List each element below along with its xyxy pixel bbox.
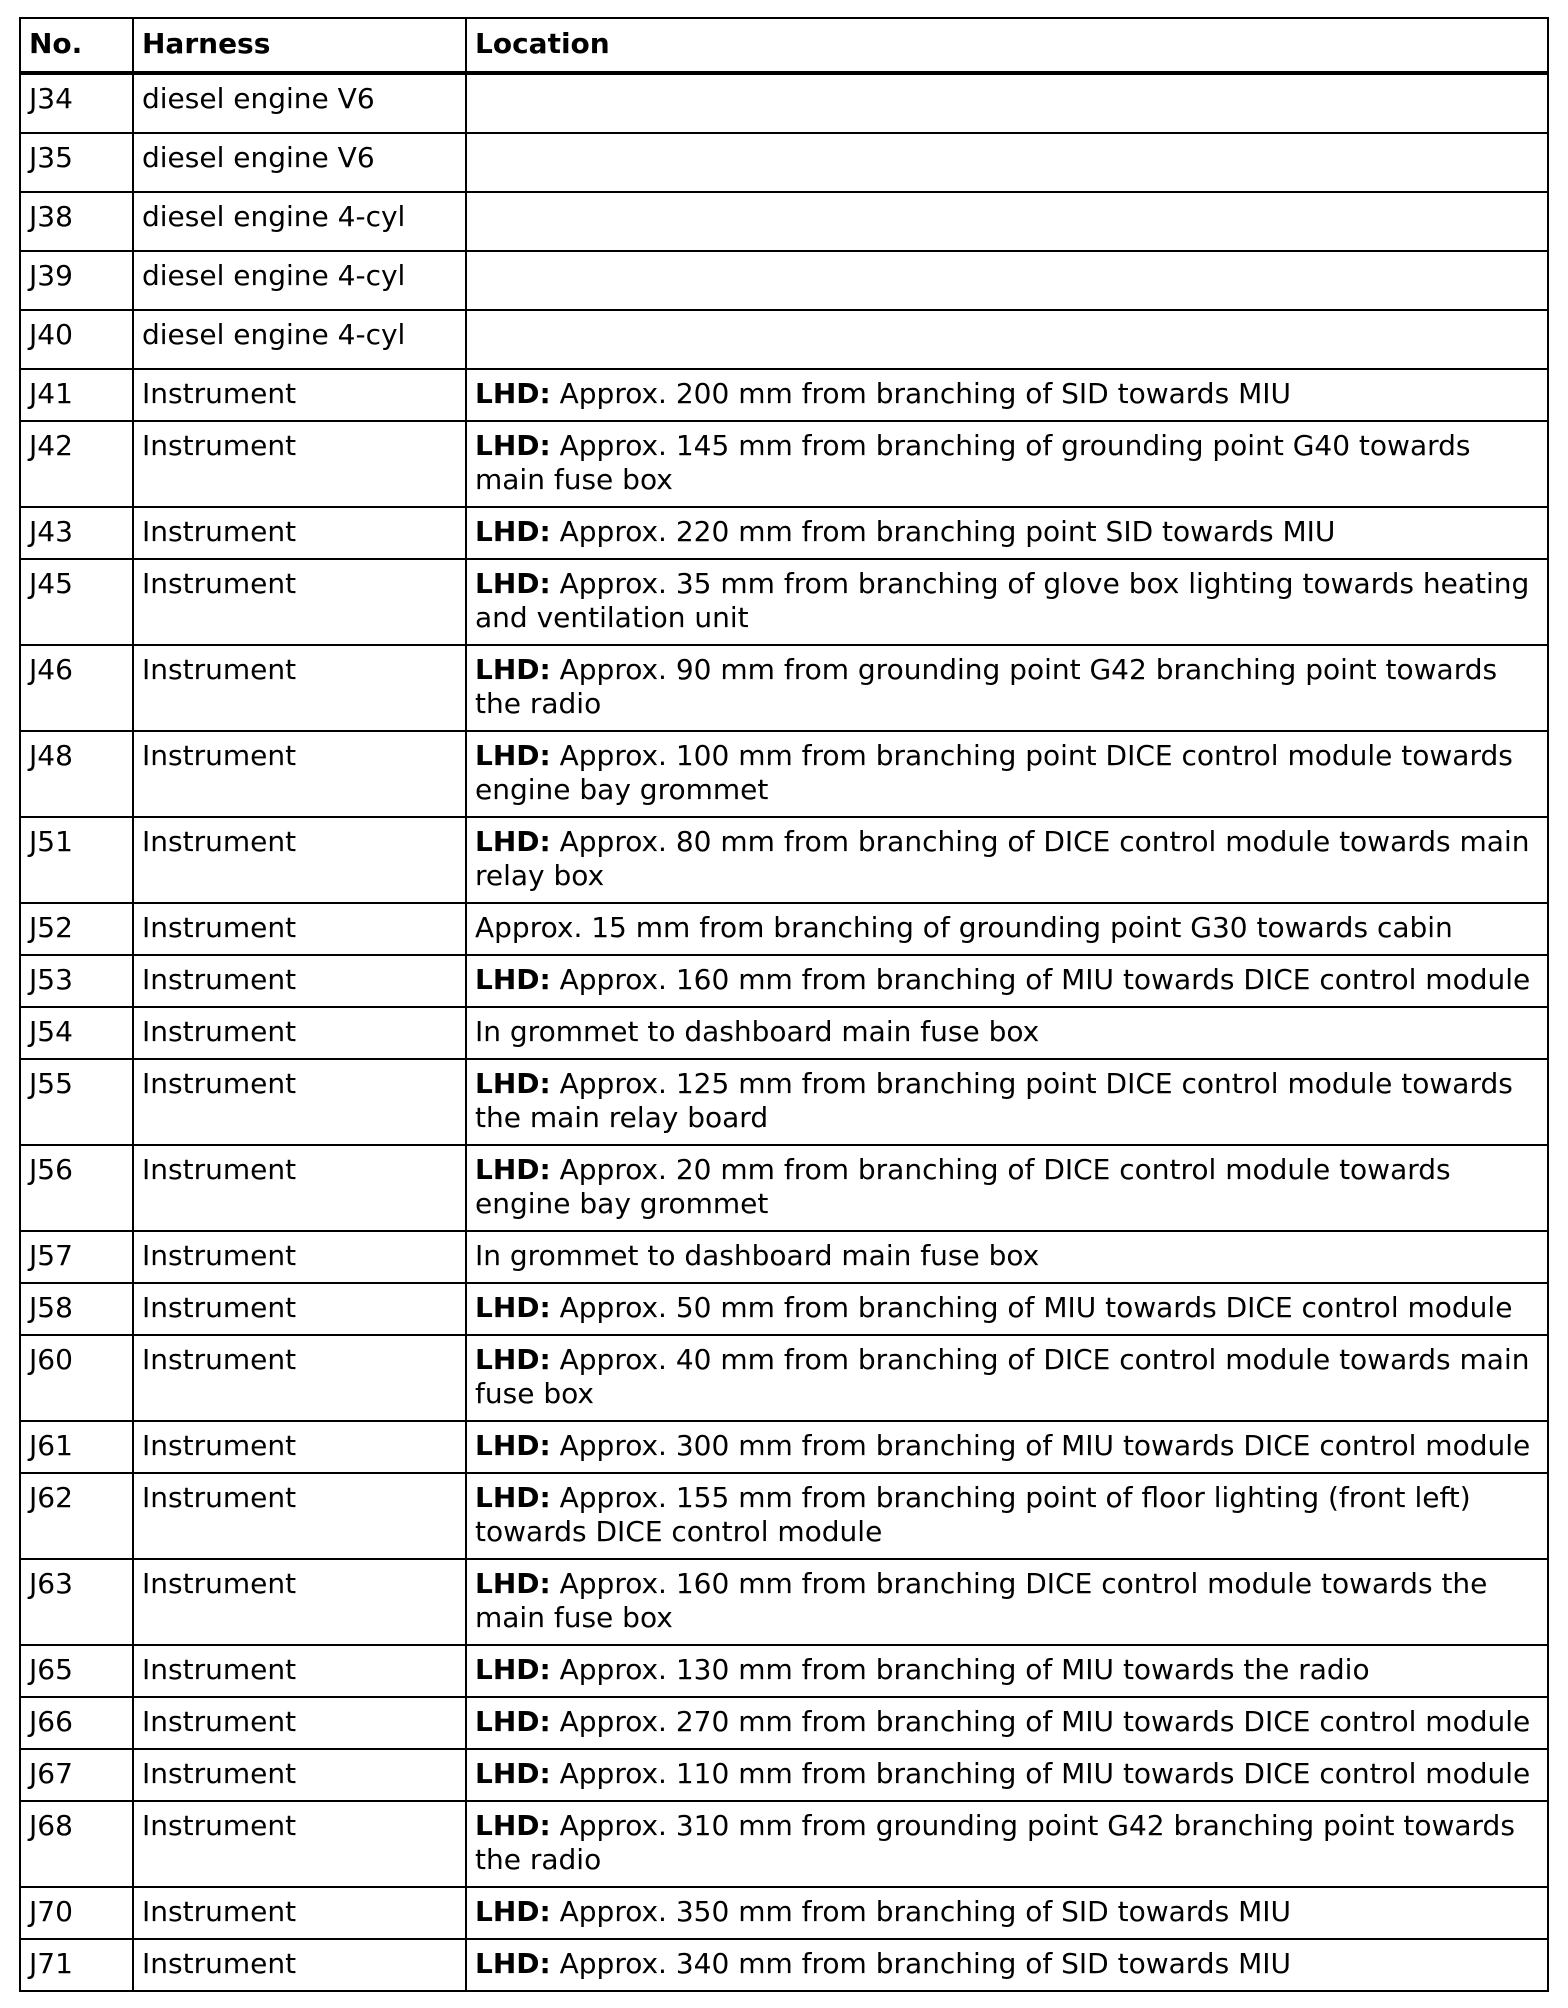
cell-no: J71 [20,1939,133,1991]
location-text: Approx. 110 mm from branching of MIU towards DICE control module [550,1757,1531,1790]
location-text: Approx. 80 mm from branching of DICE control module towards main relay box [475,825,1530,892]
cell-no: J46 [20,645,133,731]
cell-location [466,1145,1548,1231]
cell-harness: Instrument [133,1645,466,1697]
lhd-prefix: LHD: [475,1757,551,1790]
cell-location [466,73,1548,133]
cell-no: J40 [20,310,133,369]
cell-location [466,1059,1548,1145]
cell-harness: Instrument [133,1697,466,1749]
cell-harness: Instrument [133,645,466,731]
header-no: No. [20,18,133,73]
cell-location [466,559,1548,645]
cell-harness: diesel engine 4-cyl [133,251,466,310]
location-text: Approx. 15 mm from branching of grounding point G30 towards cabin [475,911,1453,944]
cell-harness: Instrument [133,1283,466,1335]
location-text: Approx. 270 mm from branching of MIU towards DICE control module [550,1705,1531,1738]
cell-no: J66 [20,1697,133,1749]
cell-no: J34 [20,73,133,133]
cell-harness: Instrument [133,731,466,817]
table-row [20,251,1548,310]
cell-no: J70 [20,1887,133,1939]
table-row [20,559,1548,645]
cell-harness: Instrument [133,1887,466,1939]
cell-harness: Instrument [133,1007,466,1059]
cell-no: J41 [20,369,133,421]
cell-harness: diesel engine V6 [133,73,466,133]
cell-location [466,1801,1548,1887]
cell-location [466,1645,1548,1697]
cell-harness: Instrument [133,1801,466,1887]
cell-no: J43 [20,507,133,559]
table-row [20,955,1548,1007]
table-row [20,1697,1548,1749]
cell-harness: Instrument [133,1473,466,1559]
table-row [20,817,1548,903]
table-row [20,1059,1548,1145]
header-harness: Harness [133,18,466,73]
cell-location [466,903,1548,955]
location-text: Approx. 20 mm from branching of DICE control module towards engine bay grommet [475,1153,1451,1220]
cell-harness: diesel engine 4-cyl [133,192,466,251]
location-text: In grommet to dashboard main fuse box [475,1015,1040,1048]
cell-no: J38 [20,192,133,251]
lhd-prefix: LHD: [475,1481,551,1514]
lhd-prefix: LHD: [475,1809,551,1842]
cell-location [466,817,1548,903]
cell-harness: Instrument [133,369,466,421]
location-text: Approx. 350 mm from branching of SID towards MIU [550,1895,1291,1928]
cell-location [466,251,1548,310]
cell-no: J68 [20,1801,133,1887]
location-text: Approx. 300 mm from branching of MIU towards DICE control module [550,1429,1531,1462]
cell-location [466,507,1548,559]
location-text: Approx. 125 mm from branching point DICE control module towards the main relay board [475,1067,1513,1134]
location-text: Approx. 340 mm from branching of SID towards MIU [550,1947,1291,1980]
cell-harness: Instrument [133,1559,466,1645]
cell-no: J53 [20,955,133,1007]
table-row [20,421,1548,507]
table-row [20,1145,1548,1231]
location-text: Approx. 90 mm from grounding point G42 branching point towards the radio [475,653,1498,720]
cell-harness: Instrument [133,1939,466,1991]
lhd-prefix: LHD: [475,1291,551,1324]
location-text: Approx. 155 mm from branching point of floor lighting (front left) towards DICE control module [475,1481,1471,1548]
cell-harness: Instrument [133,903,466,955]
cell-no: J54 [20,1007,133,1059]
location-text: In grommet to dashboard main fuse box [475,1239,1040,1272]
table-header-row [20,18,1548,73]
cell-location [466,645,1548,731]
location-text: Approx. 220 mm from branching point SID towards MIU [550,515,1336,548]
lhd-prefix: LHD: [475,653,551,686]
table-row [20,1559,1548,1645]
lhd-prefix: LHD: [475,1343,551,1376]
location-text: Approx. 200 mm from branching of SID towards MIU [550,377,1291,410]
cell-no: J67 [20,1749,133,1801]
table-row [20,1939,1548,1991]
table-row [20,1645,1548,1697]
lhd-prefix: LHD: [475,1567,551,1600]
cell-location [466,1697,1548,1749]
cell-harness: Instrument [133,421,466,507]
cell-no: J55 [20,1059,133,1145]
cell-location [466,192,1548,251]
table-row [20,1749,1548,1801]
table-row [20,73,1548,133]
lhd-prefix: LHD: [475,739,551,772]
cell-harness: diesel engine 4-cyl [133,310,466,369]
lhd-prefix: LHD: [475,1429,551,1462]
table-row [20,133,1548,192]
cell-harness: Instrument [133,817,466,903]
lhd-prefix: LHD: [475,1895,551,1928]
lhd-prefix: LHD: [475,1705,551,1738]
cell-harness: Instrument [133,955,466,1007]
cell-no: J39 [20,251,133,310]
cell-harness: Instrument [133,507,466,559]
cell-no: J63 [20,1559,133,1645]
cell-location [466,1335,1548,1421]
cell-harness: Instrument [133,1421,466,1473]
table-row [20,310,1548,369]
cell-harness: Instrument [133,1335,466,1421]
location-text: Approx. 50 mm from branching of MIU towards DICE control module [550,1291,1513,1324]
cell-location [466,1749,1548,1801]
lhd-prefix: LHD: [475,1067,551,1100]
lhd-prefix: LHD: [475,825,551,858]
cell-no: J35 [20,133,133,192]
table-row [20,192,1548,251]
table-row [20,1473,1548,1559]
location-text: Approx. 40 mm from branching of DICE control module towards main fuse box [475,1343,1530,1410]
table-row [20,1801,1548,1887]
cell-no: J60 [20,1335,133,1421]
cell-no: J52 [20,903,133,955]
table-row [20,1421,1548,1473]
location-text: Approx. 310 mm from grounding point G42 branching point towards the radio [475,1809,1515,1876]
table-row [20,1283,1548,1335]
table-body [20,73,1548,1991]
location-text: Approx. 35 mm from branching of glove box lighting towards heating and ventilation unit [475,567,1530,634]
table-row [20,1231,1548,1283]
table-row [20,731,1548,817]
cell-location [466,1007,1548,1059]
table-row [20,369,1548,421]
cell-no: J57 [20,1231,133,1283]
cell-location [466,133,1548,192]
cell-location [466,731,1548,817]
lhd-prefix: LHD: [475,429,551,462]
cell-location [466,369,1548,421]
location-text: Approx. 145 mm from branching of grounding point G40 towards main fuse box [475,429,1471,496]
cell-location [466,1887,1548,1939]
cell-harness: diesel engine V6 [133,133,466,192]
location-text: Approx. 130 mm from branching of MIU towards the radio [550,1653,1370,1686]
cell-location [466,1231,1548,1283]
lhd-prefix: LHD: [475,567,551,600]
cell-no: J62 [20,1473,133,1559]
cell-harness: Instrument [133,1231,466,1283]
cell-no: J58 [20,1283,133,1335]
lhd-prefix: LHD: [475,515,551,548]
cell-no: J45 [20,559,133,645]
cell-harness: Instrument [133,1059,466,1145]
cell-harness: Instrument [133,559,466,645]
table-row [20,1007,1548,1059]
cell-no: J65 [20,1645,133,1697]
cell-location [466,955,1548,1007]
cell-location [466,1421,1548,1473]
lhd-prefix: LHD: [475,377,551,410]
lhd-prefix: LHD: [475,1947,551,1980]
cell-harness: Instrument [133,1749,466,1801]
header-location: Location [466,18,1548,73]
cell-no: J48 [20,731,133,817]
table-row [20,903,1548,955]
splice-location-table [19,17,1549,1992]
table-row [20,507,1548,559]
location-text: Approx. 100 mm from branching point DICE control module towards engine bay grommet [475,739,1513,806]
table-row [20,1887,1548,1939]
table-row [20,1335,1548,1421]
cell-location [466,1559,1548,1645]
cell-no: J51 [20,817,133,903]
cell-no: J56 [20,1145,133,1231]
cell-location [466,1473,1548,1559]
cell-no: J42 [20,421,133,507]
cell-location [466,310,1548,369]
cell-harness: Instrument [133,1145,466,1231]
lhd-prefix: LHD: [475,1653,551,1686]
cell-location [466,1283,1548,1335]
cell-location [466,421,1548,507]
lhd-prefix: LHD: [475,1153,551,1186]
cell-location [466,1939,1548,1991]
location-text: Approx. 160 mm from branching DICE control module towards the main fuse box [475,1567,1488,1634]
table-row [20,645,1548,731]
location-text: Approx. 160 mm from branching of MIU towards DICE control module [550,963,1531,996]
cell-no: J61 [20,1421,133,1473]
lhd-prefix: LHD: [475,963,551,996]
